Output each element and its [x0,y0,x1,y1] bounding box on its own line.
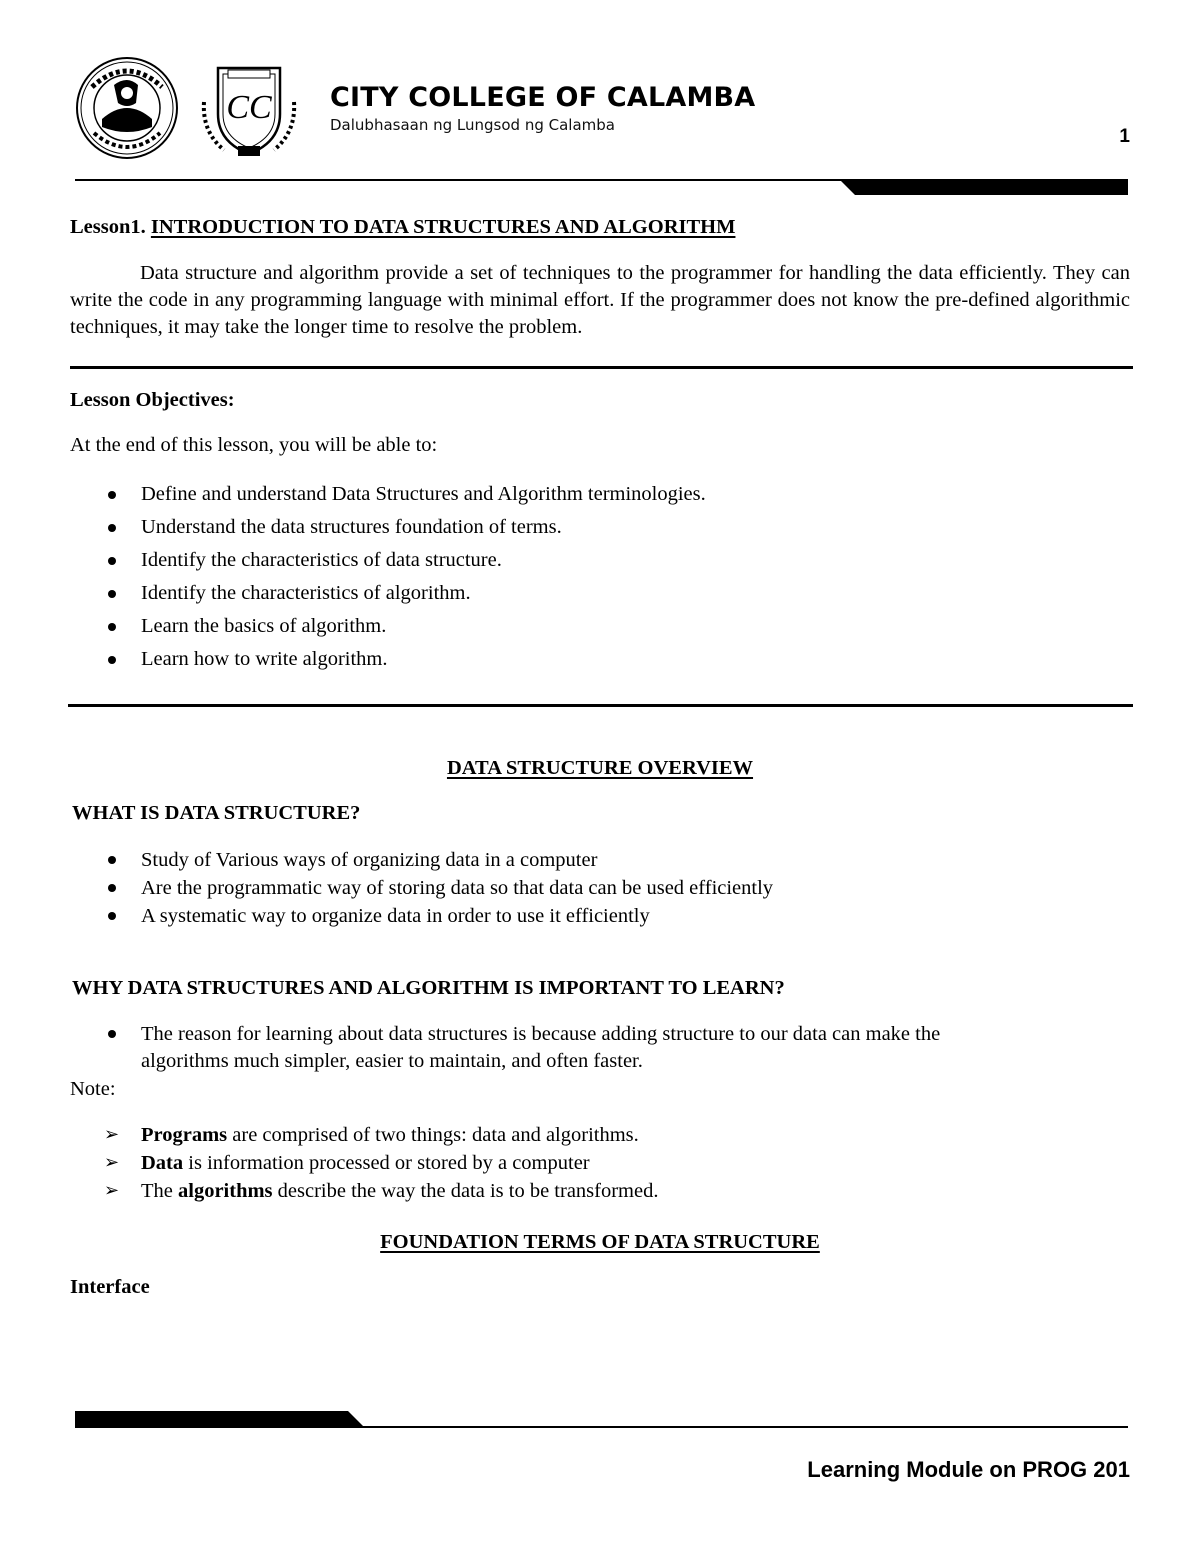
list-item: ➢ The algorithms describe the way the data is to be transformed. [70,1177,658,1205]
arrow-bullet-icon: ➢ [104,1180,120,1201]
section-divider [68,704,1133,707]
list-item: Learn how to write algorithm. [70,643,706,676]
bullet-icon [108,623,116,631]
objectives-list [70,478,706,676]
section-divider [70,366,1133,369]
list-item-continuation: algorithms much simpler, easier to maintain, and often faster. [141,1050,643,1072]
why-list [70,1021,940,1075]
objectives-lead: At the end of this lesson, you will be able to: [70,434,438,456]
why-heading: WHY DATA STRUCTURES AND ALGORITHM IS IMPORTANT TO LEARN? [72,977,785,999]
list-item: Learn the basics of algorithm. [70,610,706,643]
list-item: ➢ Programs are comprised of two things: data and algorithms. [70,1121,658,1149]
arrow-bullet-icon: ➢ [104,1152,120,1173]
college-subtitle: Dalubhasaan ng Lungsod ng Calamba [330,116,615,134]
list-item: ➢ Data is information processed or stored by a computer [70,1149,658,1177]
note-label: Note: [70,1078,116,1100]
bullet-icon [108,856,116,864]
list-item: Study of Various ways of organizing data in a computer [70,846,773,874]
list-item: Define and understand Data Structures and Algorithm terminologies. [70,478,706,511]
bullet-icon [108,524,116,532]
bullet-icon [108,491,116,499]
lesson-prefix: Lesson1. [70,216,146,238]
list-item: The reason for learning about data structures is because adding structure to our data can make the [70,1021,940,1048]
list-item: A systematic way to organize data in order to use it efficiently [70,902,773,930]
list-item: Identify the characteristics of data structure. [70,544,706,577]
lesson-intro-paragraph: Data structure and algorithm provide a set of techniques to the programmer for handling the data efficiently. They can write the code in any programming language with minimal effort. If the programmer does not know the pre-defined algorithmic techniques, it may take the longer time to resolve the problem. [70,262,1130,338]
what-heading: WHAT IS DATA STRUCTURE? [72,802,361,824]
city-seal-logo [72,57,182,159]
lesson-title-text: INTRODUCTION TO DATA STRUCTURES AND ALGORITHM [150,216,736,238]
notes-list [70,1121,658,1205]
page-number: 1 [1119,126,1130,147]
foundation-heading: FOUNDATION TERMS OF DATA STRUCTURE [380,1231,820,1253]
objectives-heading: Lesson Objectives: [70,389,235,411]
module-label: Learning Module on PROG 201 [807,1457,1130,1482]
list-item: Understand the data structures foundation of terms. [70,511,706,544]
arrow-bullet-icon: ➢ [104,1124,120,1145]
svg-text:CC: CC [226,89,272,126]
bullet-icon [108,557,116,565]
lesson-title [70,214,735,241]
college-name: CITY COLLEGE OF CALAMBA [330,82,756,113]
bullet-icon [108,912,116,920]
college-shield-logo [198,62,300,162]
bullet-icon [108,1030,116,1038]
footer-rule [0,1400,1200,1440]
interface-label: Interface [70,1276,150,1298]
bullet-icon [108,884,116,892]
list-item: Identify the characteristics of algorithm. [70,577,706,610]
bullet-icon [108,656,116,664]
overview-heading: DATA STRUCTURE OVERVIEW [446,757,754,779]
what-list [70,846,773,930]
list-item: Are the programmatic way of storing data so that data can be used efficiently [70,874,773,902]
bullet-icon [108,590,116,598]
